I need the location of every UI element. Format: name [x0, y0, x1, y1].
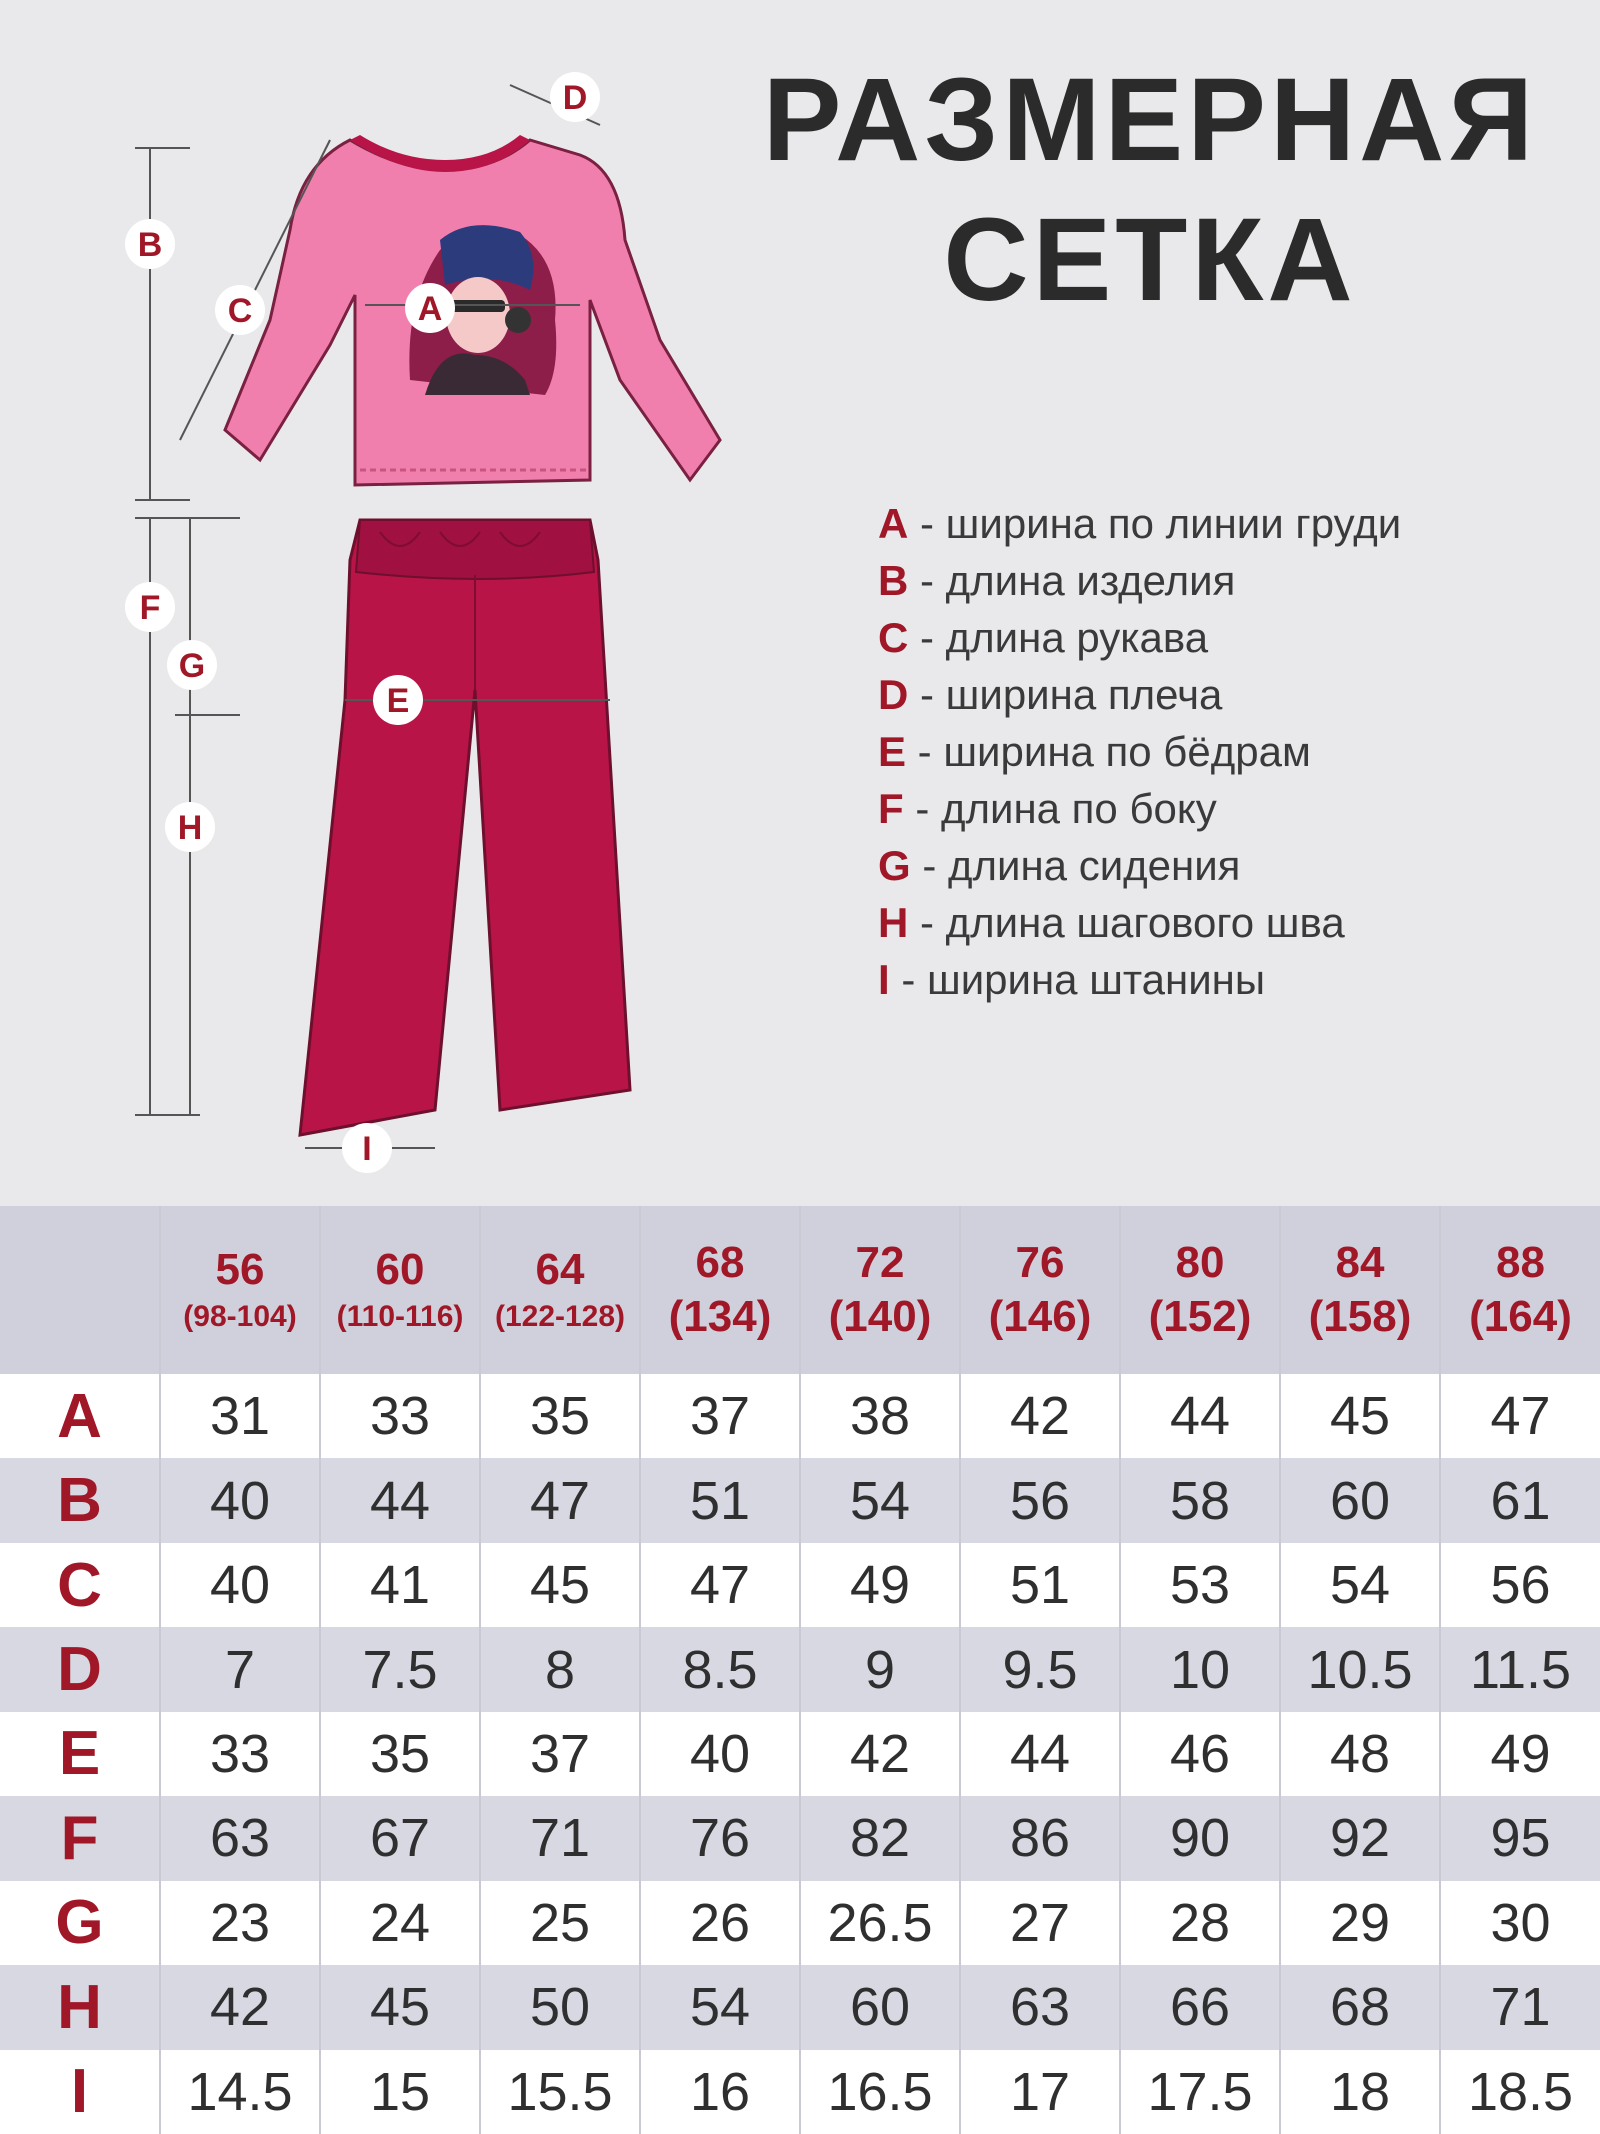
svg-text:A: A: [417, 290, 443, 328]
table-cell: 24: [320, 1881, 480, 1965]
height-label: (146): [988, 1292, 1092, 1341]
table-cell: 42: [800, 1712, 960, 1796]
legend-item: [878, 951, 1401, 1008]
table-corner: [0, 1206, 160, 1374]
svg-text:I: I: [362, 1130, 372, 1168]
legend: [878, 495, 1401, 1008]
size-label: 84: [1335, 1238, 1385, 1287]
table-cell: 7: [160, 1627, 320, 1711]
size-label: 80: [1175, 1238, 1225, 1287]
label-i-icon: [342, 1123, 392, 1173]
table-cell: 10: [1120, 1627, 1280, 1711]
label-f-icon: [125, 582, 175, 632]
legend-text: - ширина штанины: [889, 956, 1266, 1003]
table-cell: 45: [320, 1965, 480, 2049]
table-cell: 38: [800, 1374, 960, 1458]
table-cell: 46: [1120, 1712, 1280, 1796]
table-cell: 71: [1440, 1965, 1600, 2049]
table-cell: 47: [1440, 1374, 1600, 1458]
table-cell: 25: [480, 1881, 640, 1965]
table-cell: 16: [640, 2050, 800, 2134]
height-label: (110-116): [336, 1300, 464, 1333]
table-cell: 61: [1440, 1458, 1600, 1542]
legend-key: G: [878, 842, 911, 889]
table-cell: 8.5: [640, 1627, 800, 1711]
table-cell: 47: [640, 1543, 800, 1627]
table-cell: 16.5: [800, 2050, 960, 2134]
table-row: [0, 1374, 1600, 1458]
size-label: 60: [375, 1245, 425, 1294]
table-cell: 48: [1280, 1712, 1440, 1796]
table-cell: 18: [1280, 2050, 1440, 2134]
column-header: [960, 1206, 1120, 1374]
table-cell: 7.5: [320, 1627, 480, 1711]
legend-key: I: [878, 956, 890, 1003]
table-cell: 92: [1280, 1796, 1440, 1880]
column-header: [1120, 1206, 1280, 1374]
table-cell: 14.5: [160, 2050, 320, 2134]
height-label: (140): [828, 1292, 932, 1341]
row-key: I: [0, 2050, 160, 2134]
table-cell: 27: [960, 1881, 1120, 1965]
table-cell: 95: [1440, 1796, 1600, 1880]
shirt-icon: [225, 135, 720, 485]
svg-text:B: B: [137, 226, 163, 264]
table-row: [0, 1543, 1600, 1627]
table-cell: 54: [640, 1965, 800, 2049]
table-cell: 63: [960, 1965, 1120, 2049]
legend-text: - длина шагового шва: [908, 899, 1345, 946]
label-g-icon: [167, 640, 217, 690]
row-key: D: [0, 1627, 160, 1711]
legend-text: - длина сидения: [910, 842, 1241, 889]
column-header: [640, 1206, 800, 1374]
legend-text: - ширина плеча: [908, 671, 1223, 718]
table-cell: 45: [480, 1543, 640, 1627]
height-label: (164): [1469, 1292, 1572, 1341]
legend-text: - ширина по линии груди: [908, 500, 1402, 547]
pants-icon: [300, 520, 630, 1135]
legend-item: [878, 780, 1401, 837]
table-cell: 11.5: [1440, 1627, 1600, 1711]
label-b-icon: [125, 219, 175, 269]
table-cell: 26.5: [800, 1881, 960, 1965]
legend-item: [878, 495, 1401, 552]
table-cell: 54: [800, 1458, 960, 1542]
table-row: [0, 1881, 1600, 1965]
table-cell: 67: [320, 1796, 480, 1880]
table-cell: 54: [1280, 1543, 1440, 1627]
table-cell: 51: [640, 1458, 800, 1542]
row-key: A: [0, 1374, 160, 1458]
table-cell: 23: [160, 1881, 320, 1965]
column-header: [1280, 1206, 1440, 1374]
legend-key: C: [878, 614, 909, 661]
table-cell: 41: [320, 1543, 480, 1627]
table-cell: 37: [640, 1374, 800, 1458]
legend-item: [878, 723, 1401, 780]
table-cell: 9: [800, 1627, 960, 1711]
table-cell: 60: [800, 1965, 960, 2049]
row-key: C: [0, 1543, 160, 1627]
height-label: (98-104): [183, 1300, 297, 1333]
table-cell: 47: [480, 1458, 640, 1542]
page-title-line1: РАЗМЕРНАЯ: [762, 54, 1538, 186]
table-cell: 45: [1280, 1374, 1440, 1458]
height-label: (158): [1308, 1292, 1412, 1341]
table-cell: 68: [1280, 1965, 1440, 2049]
legend-key: B: [878, 557, 909, 604]
table-cell: 30: [1440, 1881, 1600, 1965]
table-cell: 51: [960, 1543, 1120, 1627]
table-cell: 15: [320, 2050, 480, 2134]
table-cell: 15.5: [480, 2050, 640, 2134]
height-label: (122-128): [494, 1300, 626, 1333]
table-cell: 35: [320, 1712, 480, 1796]
size-label: 72: [855, 1238, 905, 1287]
legend-key: H: [878, 899, 909, 946]
size-label: 68: [695, 1238, 745, 1287]
table-cell: 26: [640, 1881, 800, 1965]
table-row: [0, 1712, 1600, 1796]
svg-text:F: F: [139, 589, 161, 627]
column-header: [320, 1206, 480, 1374]
size-label: 56: [215, 1245, 265, 1294]
table-cell: 9.5: [960, 1627, 1120, 1711]
page-title-line2: СЕТКА: [943, 194, 1357, 326]
legend-item: [878, 894, 1401, 951]
label-d-icon: [550, 72, 600, 122]
table-row: [0, 1796, 1600, 1880]
table-body: [0, 1374, 1600, 2134]
table-cell: 42: [160, 1965, 320, 2049]
table-cell: 90: [1120, 1796, 1280, 1880]
table-row: [0, 1965, 1600, 2049]
column-header: [1440, 1206, 1600, 1374]
table-row: [0, 2050, 1600, 2134]
legend-text: - длина по боку: [903, 785, 1217, 832]
table-cell: 40: [640, 1712, 800, 1796]
table-cell: 31: [160, 1374, 320, 1458]
height-label: (152): [1148, 1292, 1252, 1341]
legend-item: [878, 837, 1401, 894]
table-cell: 53: [1120, 1543, 1280, 1627]
table-cell: 40: [160, 1458, 320, 1542]
legend-key: D: [878, 671, 909, 718]
row-key: H: [0, 1965, 160, 2049]
table-cell: 63: [160, 1796, 320, 1880]
svg-text:C: C: [227, 292, 253, 330]
table-cell: 8: [480, 1627, 640, 1711]
row-key: E: [0, 1712, 160, 1796]
table-cell: 82: [800, 1796, 960, 1880]
table-cell: 33: [320, 1374, 480, 1458]
table-cell: 50: [480, 1965, 640, 2049]
table-cell: 17.5: [1120, 2050, 1280, 2134]
table-cell: 66: [1120, 1965, 1280, 2049]
legend-text: - длина изделия: [908, 557, 1236, 604]
row-key: G: [0, 1881, 160, 1965]
label-c-icon: [215, 285, 265, 335]
table-cell: 44: [320, 1458, 480, 1542]
table-cell: 60: [1280, 1458, 1440, 1542]
table-cell: 86: [960, 1796, 1120, 1880]
garment-illustration: [0, 0, 760, 1180]
table-row: [0, 1627, 1600, 1711]
legend-key: A: [878, 500, 909, 547]
table-cell: 18.5: [1440, 2050, 1600, 2134]
table-cell: 40: [160, 1543, 320, 1627]
table-cell: 71: [480, 1796, 640, 1880]
column-header: [800, 1206, 960, 1374]
legend-text: - ширина по бёдрам: [906, 728, 1311, 775]
table-cell: 44: [960, 1712, 1120, 1796]
svg-text:E: E: [386, 682, 410, 720]
table-cell: 35: [480, 1374, 640, 1458]
table-cell: 28: [1120, 1881, 1280, 1965]
table-cell: 76: [640, 1796, 800, 1880]
column-header: [160, 1206, 320, 1374]
table-cell: 44: [1120, 1374, 1280, 1458]
table-cell: 37: [480, 1712, 640, 1796]
row-key: B: [0, 1458, 160, 1542]
table-cell: 56: [1440, 1543, 1600, 1627]
size-label: 88: [1496, 1238, 1545, 1287]
table-cell: 17: [960, 2050, 1120, 2134]
label-a-icon: [405, 283, 455, 333]
height-label: (134): [668, 1292, 772, 1341]
legend-item: [878, 609, 1401, 666]
column-header: [480, 1206, 640, 1374]
table-cell: 49: [800, 1543, 960, 1627]
svg-text:D: D: [562, 79, 588, 117]
table-cell: 56: [960, 1458, 1120, 1542]
table-cell: 58: [1120, 1458, 1280, 1542]
legend-key: F: [878, 785, 904, 832]
legend-key: E: [878, 728, 907, 775]
legend-item: [878, 666, 1401, 723]
table-row: [0, 1458, 1600, 1542]
table-cell: 33: [160, 1712, 320, 1796]
label-h-icon: [165, 802, 215, 852]
table-cell: 49: [1440, 1712, 1600, 1796]
size-label: 76: [1015, 1238, 1065, 1287]
svg-text:H: H: [177, 809, 203, 847]
legend-item: [878, 552, 1401, 609]
size-label: 64: [535, 1245, 585, 1294]
label-e-icon: [373, 675, 423, 725]
table-cell: 29: [1280, 1881, 1440, 1965]
table-header-row: [0, 1206, 1600, 1374]
row-key: F: [0, 1796, 160, 1880]
table-cell: 10.5: [1280, 1627, 1440, 1711]
svg-text:G: G: [178, 647, 206, 685]
size-table: [0, 1206, 1600, 2134]
legend-text: - длина рукава: [908, 614, 1209, 661]
table-cell: 42: [960, 1374, 1120, 1458]
